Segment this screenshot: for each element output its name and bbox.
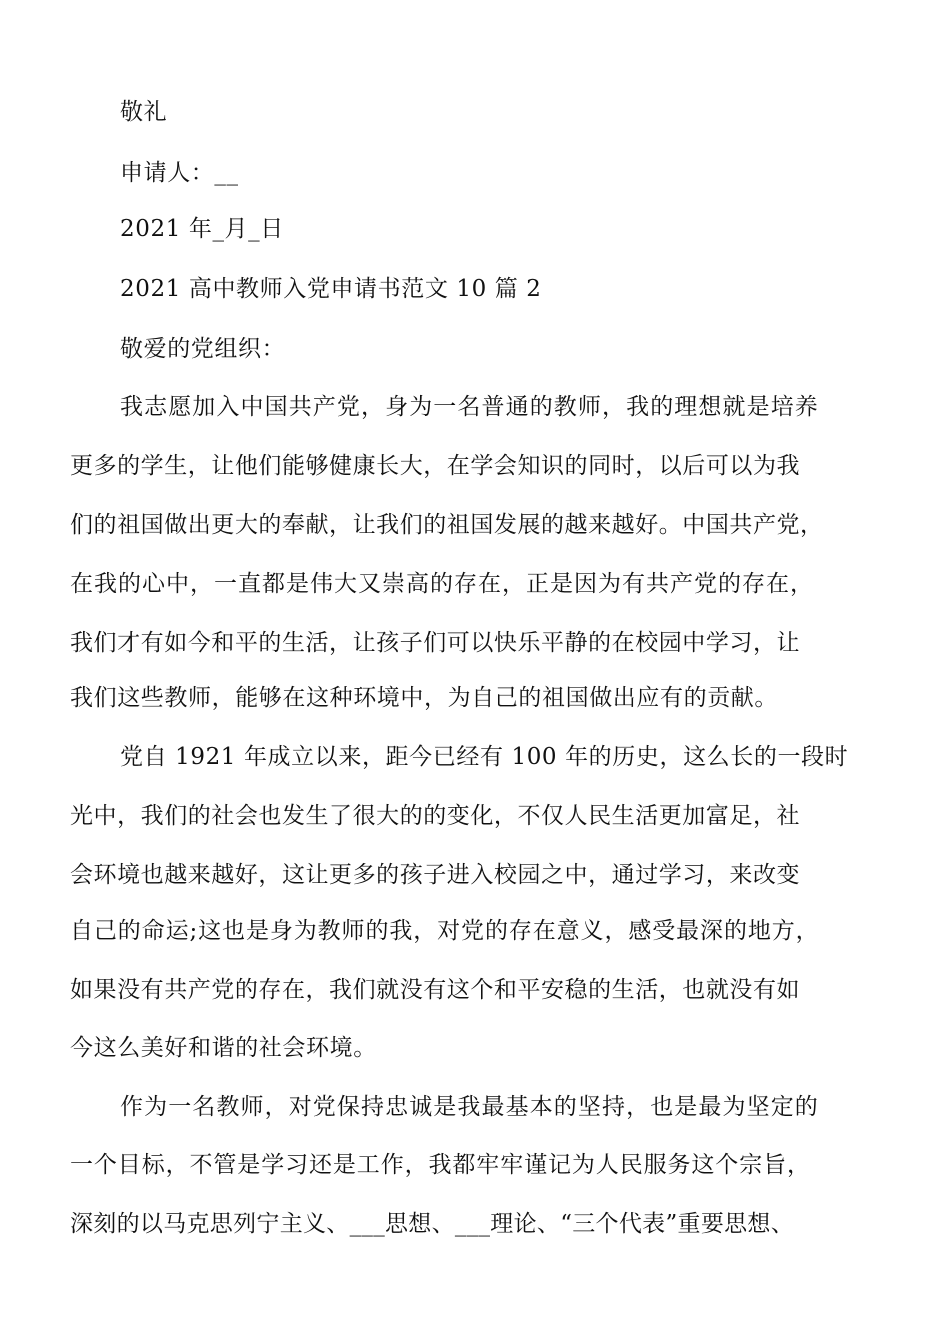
paragraph-line: 光中，我们的社会也发生了很大的的变化，不仅人民生活更加富足，社 [70,803,801,829]
paragraph-line: 会环境也越来越好，这让更多的孩子进入校园之中，通过学习，来改变 [70,862,801,888]
paragraph-line: 在我的心中，一直都是伟大又崇高的存在，正是因为有共产党的存在， [70,571,814,597]
paragraph-line: 作为一名教师，对党保持忠诚是我最基本的坚持，也是最为坚定的 [120,1094,819,1120]
paragraph-line: 我们这些教师，能够在这种环境中，为自己的祖国做出应有的贡献。 [70,685,778,711]
salutation-line: 敬爱的党组织： [120,336,286,362]
document-title: 2021 高中教师入党申请书范文 10 篇 2 [120,276,542,302]
paragraph-line: 自己的命运;这也是身为教师的我，对党的存在意义，感受最深的地方， [70,918,820,944]
date-line: 2021 年_月_日 [120,216,284,242]
paragraph-line: 党自 1921 年成立以来，距今已经有 100 年的历史，这么长的一段时 [120,744,849,770]
paragraph-line: 更多的学生，让他们能够健康长大，在学会知识的同时，以后可以为我 [70,453,801,479]
paragraph-line: 我们才有如今和平的生活，让孩子们可以快乐平静的在校园中学习，让 [70,630,801,656]
paragraph-line: 如果没有共产党的存在，我们就没有这个和平安稳的生活，也就没有如 [70,977,801,1003]
paragraph-line: 我志愿加入中国共产党，身为一名普通的教师，我的理想就是培养 [120,394,819,420]
paragraph-line: 们的祖国做出更大的奉献，让我们的祖国发展的越来越好。中国共产党， [70,512,824,538]
paragraph-line: 今这么美好和谐的社会环境。 [70,1035,377,1061]
applicant-line: 申请人：__ [120,160,239,186]
paragraph-line: 深刻的以马克思列宁主义、___思想、___理论、“三个代表”重要思想、 [70,1211,795,1237]
paragraph-line: 一个目标，不管是学习还是工作，我都牢牢谨记为人民服务这个宗旨， [70,1152,811,1178]
closing-line: 敬礼 [120,99,168,125]
